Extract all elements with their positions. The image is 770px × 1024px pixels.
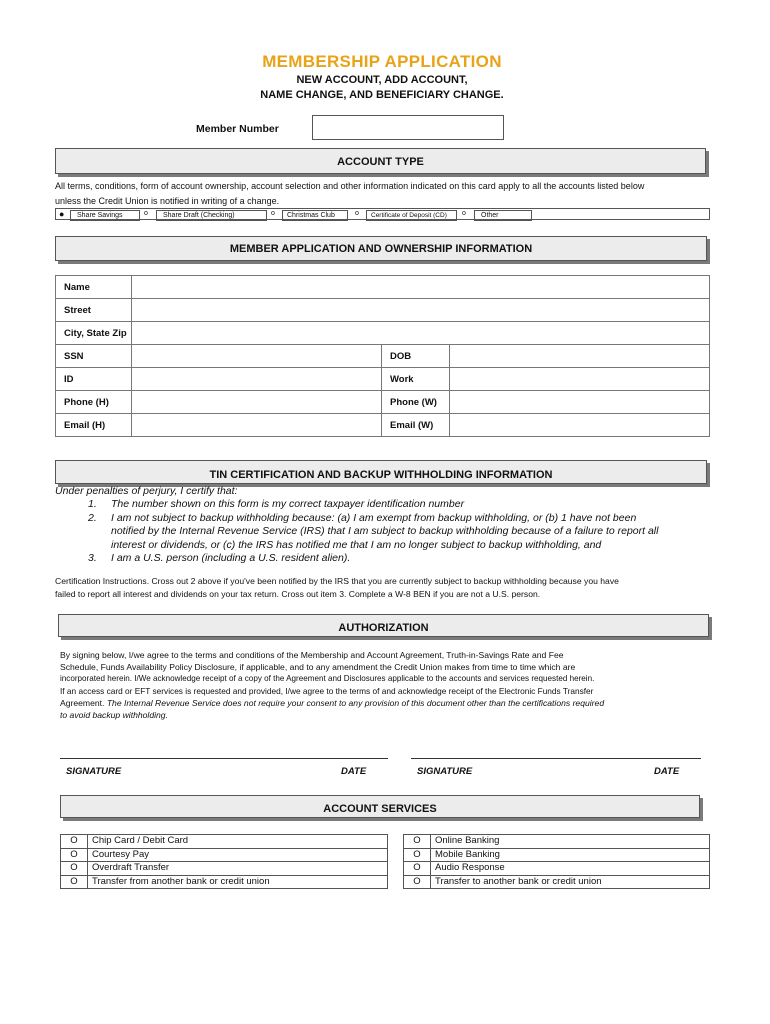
tin-item1-number: 1.: [88, 498, 97, 510]
authorization-line5: [60, 697, 700, 709]
tin-item2-number: 2.: [88, 512, 97, 524]
service-transfer-to-label: Transfer to another bank or credit union: [431, 875, 710, 889]
tin-item1: The number shown on this form is my correct taxpayer identification number: [111, 498, 465, 510]
service-chip-card-label: Chip Card / Debit Card: [88, 835, 388, 849]
service-row[interactable]: [61, 848, 388, 862]
email-w-field[interactable]: [450, 414, 710, 437]
service-audio-response-label: Audio Response: [431, 862, 710, 876]
email-h-label: Email (H): [56, 414, 132, 437]
authorization-line2: Schedule, Funds Availability Policy Disclosure, if applicable, and to any amendment the Credit Union makes from time to time which are: [60, 662, 576, 672]
form-subtitle-line1: NEW ACCOUNT, ADD ACCOUNT,: [296, 74, 468, 86]
account-type-options: [55, 208, 710, 220]
services-left-table: [60, 834, 388, 889]
signature-label-2: SIGNATURE: [417, 766, 473, 777]
dob-label: DOB: [382, 345, 450, 368]
authorization-line5-italic: The Internal Revenue Service does not require your consent to any provision of this document other than the certifications required: [106, 698, 605, 708]
signature-label-1: SIGNATURE: [66, 766, 122, 777]
phone-h-field[interactable]: [132, 391, 382, 414]
service-mobile-banking-radio[interactable]: O: [404, 848, 431, 862]
service-overdraft-transfer-radio[interactable]: O: [61, 862, 88, 876]
account-option-other-radio[interactable]: o: [462, 210, 466, 217]
service-row[interactable]: [404, 835, 710, 849]
account-option-share-draft-label: Share Draft (Checking): [156, 210, 267, 221]
ssn-label: SSN: [56, 345, 132, 368]
account-type-description-line1: All terms, conditions, form of account ownership, account selection and other information indicated on this card apply to all the accounts listed below: [55, 181, 645, 191]
account-option-cd-label: Certificate of Deposit (CD): [366, 210, 457, 221]
city-state-zip-label: City, State Zip: [56, 322, 132, 345]
account-option-christmas-club-radio[interactable]: o: [271, 210, 275, 217]
date-label-2: DATE: [654, 766, 680, 777]
signature-line-2[interactable]: [411, 758, 701, 759]
member-info-header: MEMBER APPLICATION AND OWNERSHIP INFORMATION: [55, 236, 707, 261]
tin-item3: I am a U.S. person (including a U.S. resident alien).: [111, 552, 351, 564]
account-option-share-savings-label: Share Savings: [70, 210, 140, 221]
services-right-table: [403, 834, 710, 889]
signature-line-1[interactable]: [60, 758, 388, 759]
service-audio-response-radio[interactable]: O: [404, 862, 431, 876]
form-subtitle-line2: NAME CHANGE, AND BENEFICIARY CHANGE.: [260, 89, 504, 101]
form-title: MEMBERSHIP APPLICATION: [262, 52, 502, 71]
account-type-description-line2: unless the Credit Union is notified in writing of a change.: [55, 196, 280, 206]
service-courtesy-pay-label: Courtesy Pay: [88, 848, 388, 862]
dob-field[interactable]: [450, 345, 710, 368]
tin-item3-number: 3.: [88, 552, 97, 564]
authorization-line3: incorporated herein. I/We acknowledge receipt of a copy of the Agreement and Disclosures applicable to the accounts and services requested herein.: [60, 674, 595, 683]
phone-h-label: Phone (H): [56, 391, 132, 414]
service-online-banking-radio[interactable]: O: [404, 835, 431, 849]
service-transfer-from-radio[interactable]: O: [61, 875, 88, 889]
account-services-header: ACCOUNT SERVICES: [60, 795, 700, 818]
id-field[interactable]: [132, 368, 382, 391]
street-field[interactable]: [132, 299, 710, 322]
work-label: Work: [382, 368, 450, 391]
service-row[interactable]: [404, 848, 710, 862]
account-option-christmas-club-label: Christmas Club: [282, 210, 348, 221]
service-row[interactable]: [61, 875, 388, 889]
certification-instructions-line2: failed to report all interest and dividends on your tax return. Cross out item 3. Complete a W-8 BEN if you are not a U.S. person.: [55, 589, 541, 599]
service-chip-card-radio[interactable]: O: [61, 835, 88, 849]
tin-item2-line1: I am not subject to backup withholding because: (a) I am exempt from backup withholding, or (b) 1 have not been: [111, 512, 637, 524]
account-option-share-draft-radio[interactable]: o: [144, 210, 148, 217]
service-mobile-banking-label: Mobile Banking: [431, 848, 710, 862]
ssn-field[interactable]: [132, 345, 382, 368]
member-number-label: Member Number: [196, 123, 279, 135]
service-overdraft-transfer-label: Overdraft Transfer: [88, 862, 388, 876]
account-type-header: ACCOUNT TYPE: [55, 148, 706, 174]
city-state-zip-field[interactable]: [132, 322, 710, 345]
member-info-table: [55, 275, 710, 437]
phone-w-field[interactable]: [450, 391, 710, 414]
authorization-line4: If an access card or EFT services is requested and provided, I/we agree to the terms of and acknowledge receipt of the Electronic Funds Transfer: [60, 686, 594, 696]
tin-item2-line3: interest or dividends, or (c) the IRS has notified me that I am no longer subject to backup withholding, and: [111, 539, 602, 551]
name-label: Name: [56, 276, 132, 299]
service-courtesy-pay-radio[interactable]: O: [61, 848, 88, 862]
tin-item2-line2: notified by the Internal Revenue Service (IRS) that I am subject to backup withholding because of a failure to report all: [111, 525, 659, 537]
member-number-field[interactable]: [312, 115, 504, 140]
name-field[interactable]: [132, 276, 710, 299]
authorization-line5-plain: Agreement.: [60, 698, 107, 708]
account-option-cd-radio[interactable]: o: [355, 210, 359, 217]
service-row[interactable]: [61, 835, 388, 849]
email-w-label: Email (W): [382, 414, 450, 437]
phone-w-label: Phone (W): [382, 391, 450, 414]
service-transfer-to-radio[interactable]: O: [404, 875, 431, 889]
tin-intro: Under penalties of perjury, I certify that:: [55, 485, 238, 497]
service-transfer-from-label: Transfer from another bank or credit union: [88, 875, 388, 889]
authorization-line1: By signing below, I/we agree to the terms and conditions of the Membership and Account Agreement, Truth-in-Savings Rate and Fee: [60, 650, 564, 660]
certification-instructions-line1: Certification Instructions. Cross out 2 above if you've been notified by the IRS that you are currently subject to backup withholding because you have: [55, 576, 619, 586]
account-option-other-label: Other: [474, 210, 532, 221]
work-field[interactable]: [450, 368, 710, 391]
service-row[interactable]: [61, 862, 388, 876]
account-option-share-savings-radio[interactable]: ●: [59, 209, 65, 219]
service-online-banking-label: Online Banking: [431, 835, 710, 849]
email-h-field[interactable]: [132, 414, 382, 437]
service-row[interactable]: [404, 875, 710, 889]
authorization-header: AUTHORIZATION: [58, 614, 709, 637]
id-label: ID: [56, 368, 132, 391]
authorization-line6: to avoid backup withholding.: [60, 710, 168, 720]
service-row[interactable]: [404, 862, 710, 876]
date-label-1: DATE: [341, 766, 367, 777]
tin-header: TIN CERTIFICATION AND BACKUP WITHHOLDING INFORMATION: [55, 460, 707, 484]
street-label: Street: [56, 299, 132, 322]
